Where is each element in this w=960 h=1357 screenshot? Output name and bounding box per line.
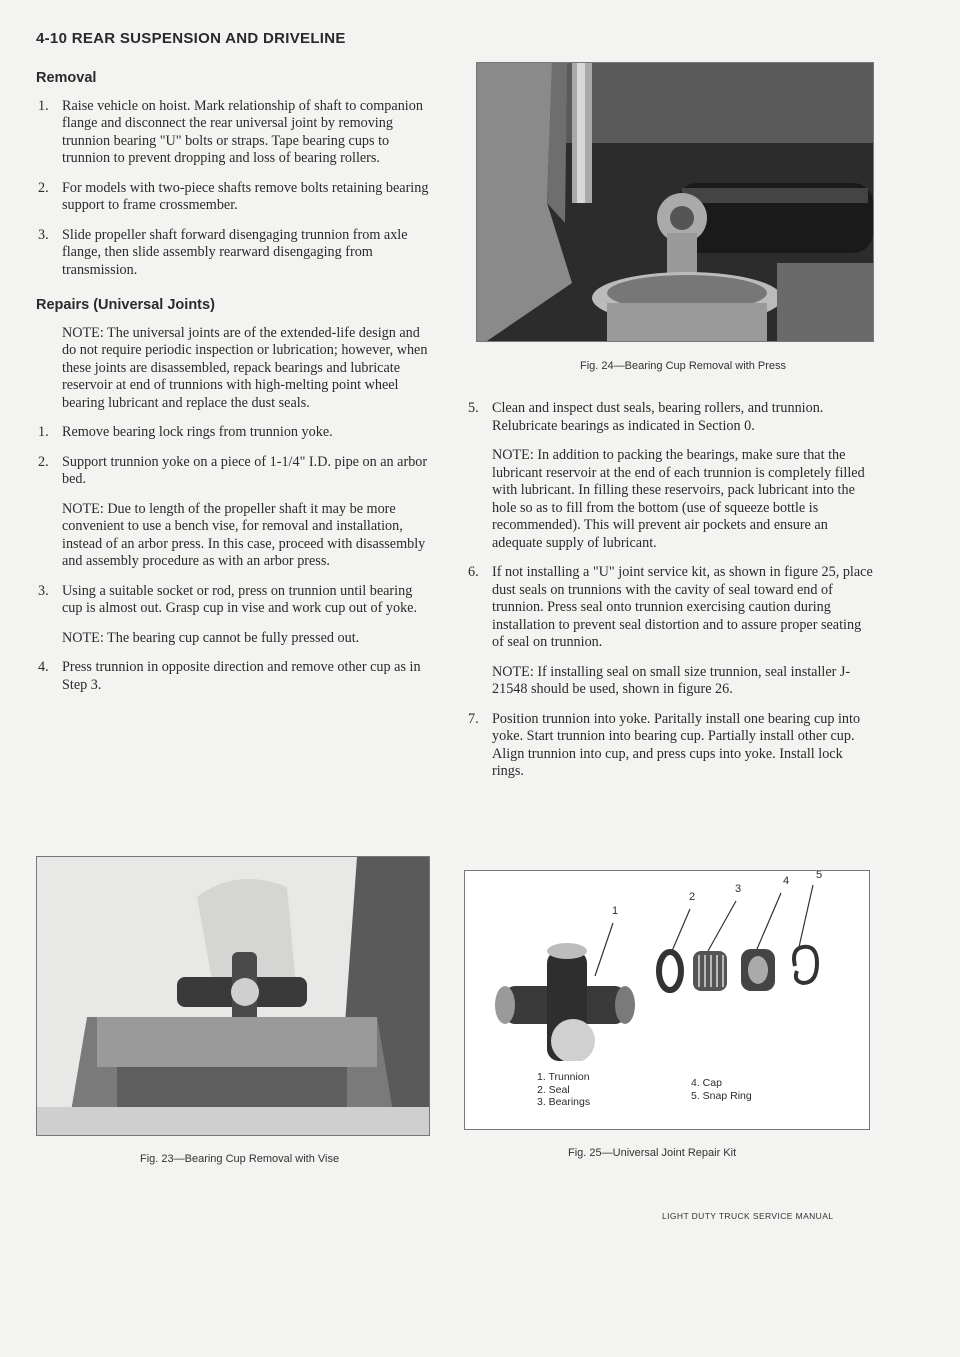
removal-step-1: 1. Raise vehicle on hoist. Mark relationship of shaft to companion flange and disconnect the rear universal joint by removing trunnion bearing "U" bolts or straps. Tape bearing cups to trunnion to prevent dropping and loss of bearing rollers. bbox=[38, 97, 423, 166]
removal-step-3: 3. Slide propeller shaft forward disengaging trunnion from axle flange, then slide assembly rearward disengaging from transmission. bbox=[38, 226, 408, 278]
callout-2: 2 bbox=[689, 891, 696, 903]
callout-4: 4 bbox=[783, 875, 790, 887]
callout-1: 1 bbox=[612, 905, 619, 917]
kit-legend-right: 4. Cap 5. Snap Ring bbox=[691, 1077, 752, 1102]
fig24-caption: Fig. 24—Bearing Cup Removal with Press bbox=[580, 360, 787, 372]
left-column bbox=[36, 70, 436, 706]
fig24-photo bbox=[476, 62, 874, 342]
page-header: 4-10 REAR SUSPENSION AND DRIVELINE bbox=[36, 30, 346, 47]
repairs-note-intro: NOTE: The universal joints are of the extended-life design and do not require periodic inspection or lubrication; however, when these joints are disassembled, repack bearings and lubricate reservoir at end of trunnions with high-melting point wheel bearing lubricant and replace the dust seals. bbox=[62, 324, 428, 411]
repairs-step-1: 1. Remove bearing lock rings from trunnion yoke. bbox=[38, 424, 333, 440]
fig25-caption: Fig. 25—Universal Joint Repair Kit bbox=[568, 1147, 737, 1159]
fig23-photo bbox=[36, 856, 430, 1136]
repairs-note-2: NOTE: Due to length of the propeller shaft it may be more convenient to use a bench vise, for removal and installation, instead of an arbor press. In this case, proceed with disassembly and assembly procedure as with an arbor press. bbox=[62, 500, 426, 569]
fig25-illustration bbox=[464, 870, 870, 1130]
repairs-note-6: NOTE: If installing seal on small size trunnion, seal installer J-21548 should be used, shown in figure 26. bbox=[492, 663, 851, 697]
callout-3: 3 bbox=[735, 883, 742, 895]
callout-5: 5 bbox=[816, 870, 823, 881]
fig23-caption: Fig. 23—Bearing Cup Removal with Vise bbox=[140, 1153, 340, 1165]
right-column bbox=[466, 400, 876, 793]
repairs-step-3: 3. Using a suitable socket or rod, press on trunnion until bearing cup is almost out. Grasp cup in vise and work cup out of yoke. bbox=[38, 582, 418, 616]
repairs-step-2: 2. Support trunnion yoke on a piece of 1-1/4" I.D. pipe on an arbor bed. bbox=[38, 453, 428, 487]
removal-step-2: 2. For models with two-piece shafts remove bolts retaining bearing support to frame crossmember. bbox=[38, 179, 429, 213]
page-footer: LIGHT DUTY TRUCK SERVICE MANUAL bbox=[662, 1211, 834, 1221]
repairs-note-3: NOTE: The bearing cup cannot be fully pressed out. bbox=[62, 629, 360, 646]
removal-heading: Removal bbox=[36, 70, 97, 86]
repairs-note-5: NOTE: In addition to packing the bearings, make sure that the lubricant reservoir at the end of each trunnion is completely filled with lubricant. In filling these reservoirs, pack lubricant into the hole so as to fill from the bottom (use of squeeze bottle is recommended). This will prevent air pockets and ensure an adequate supply of lubricant. bbox=[492, 447, 865, 551]
repairs-step-5: 5. Clean and inspect dust seals, bearing rollers, and trunnion. Relubricate bearings as indicated in Section 0. bbox=[468, 400, 824, 434]
repairs-step-6: 6. If not installing a "U" joint service kit, as shown in figure 25, place dust seals on trunnions with the cavity of seal toward end of trunnion. Press seal onto trunnion exercising caution during installation to prevent seal distortion and to assure proper seating of seal on trunnion. bbox=[468, 564, 873, 650]
repairs-step-4: 4. Press trunnion in opposite direction and remove other cup as in Step 3. bbox=[38, 659, 421, 693]
repairs-heading: Repairs (Universal Joints) bbox=[36, 297, 215, 313]
kit-legend-left: 1. Trunnion 2. Seal 3. Bearings bbox=[537, 1071, 591, 1108]
repairs-step-7: 7. Position trunnion into yoke. Paritally install one bearing cup into yoke. Start trunnion into bearing cup. Partially install other cup. Align trunnion into cup, and press cups into yoke. Install lock rings. bbox=[468, 710, 861, 779]
